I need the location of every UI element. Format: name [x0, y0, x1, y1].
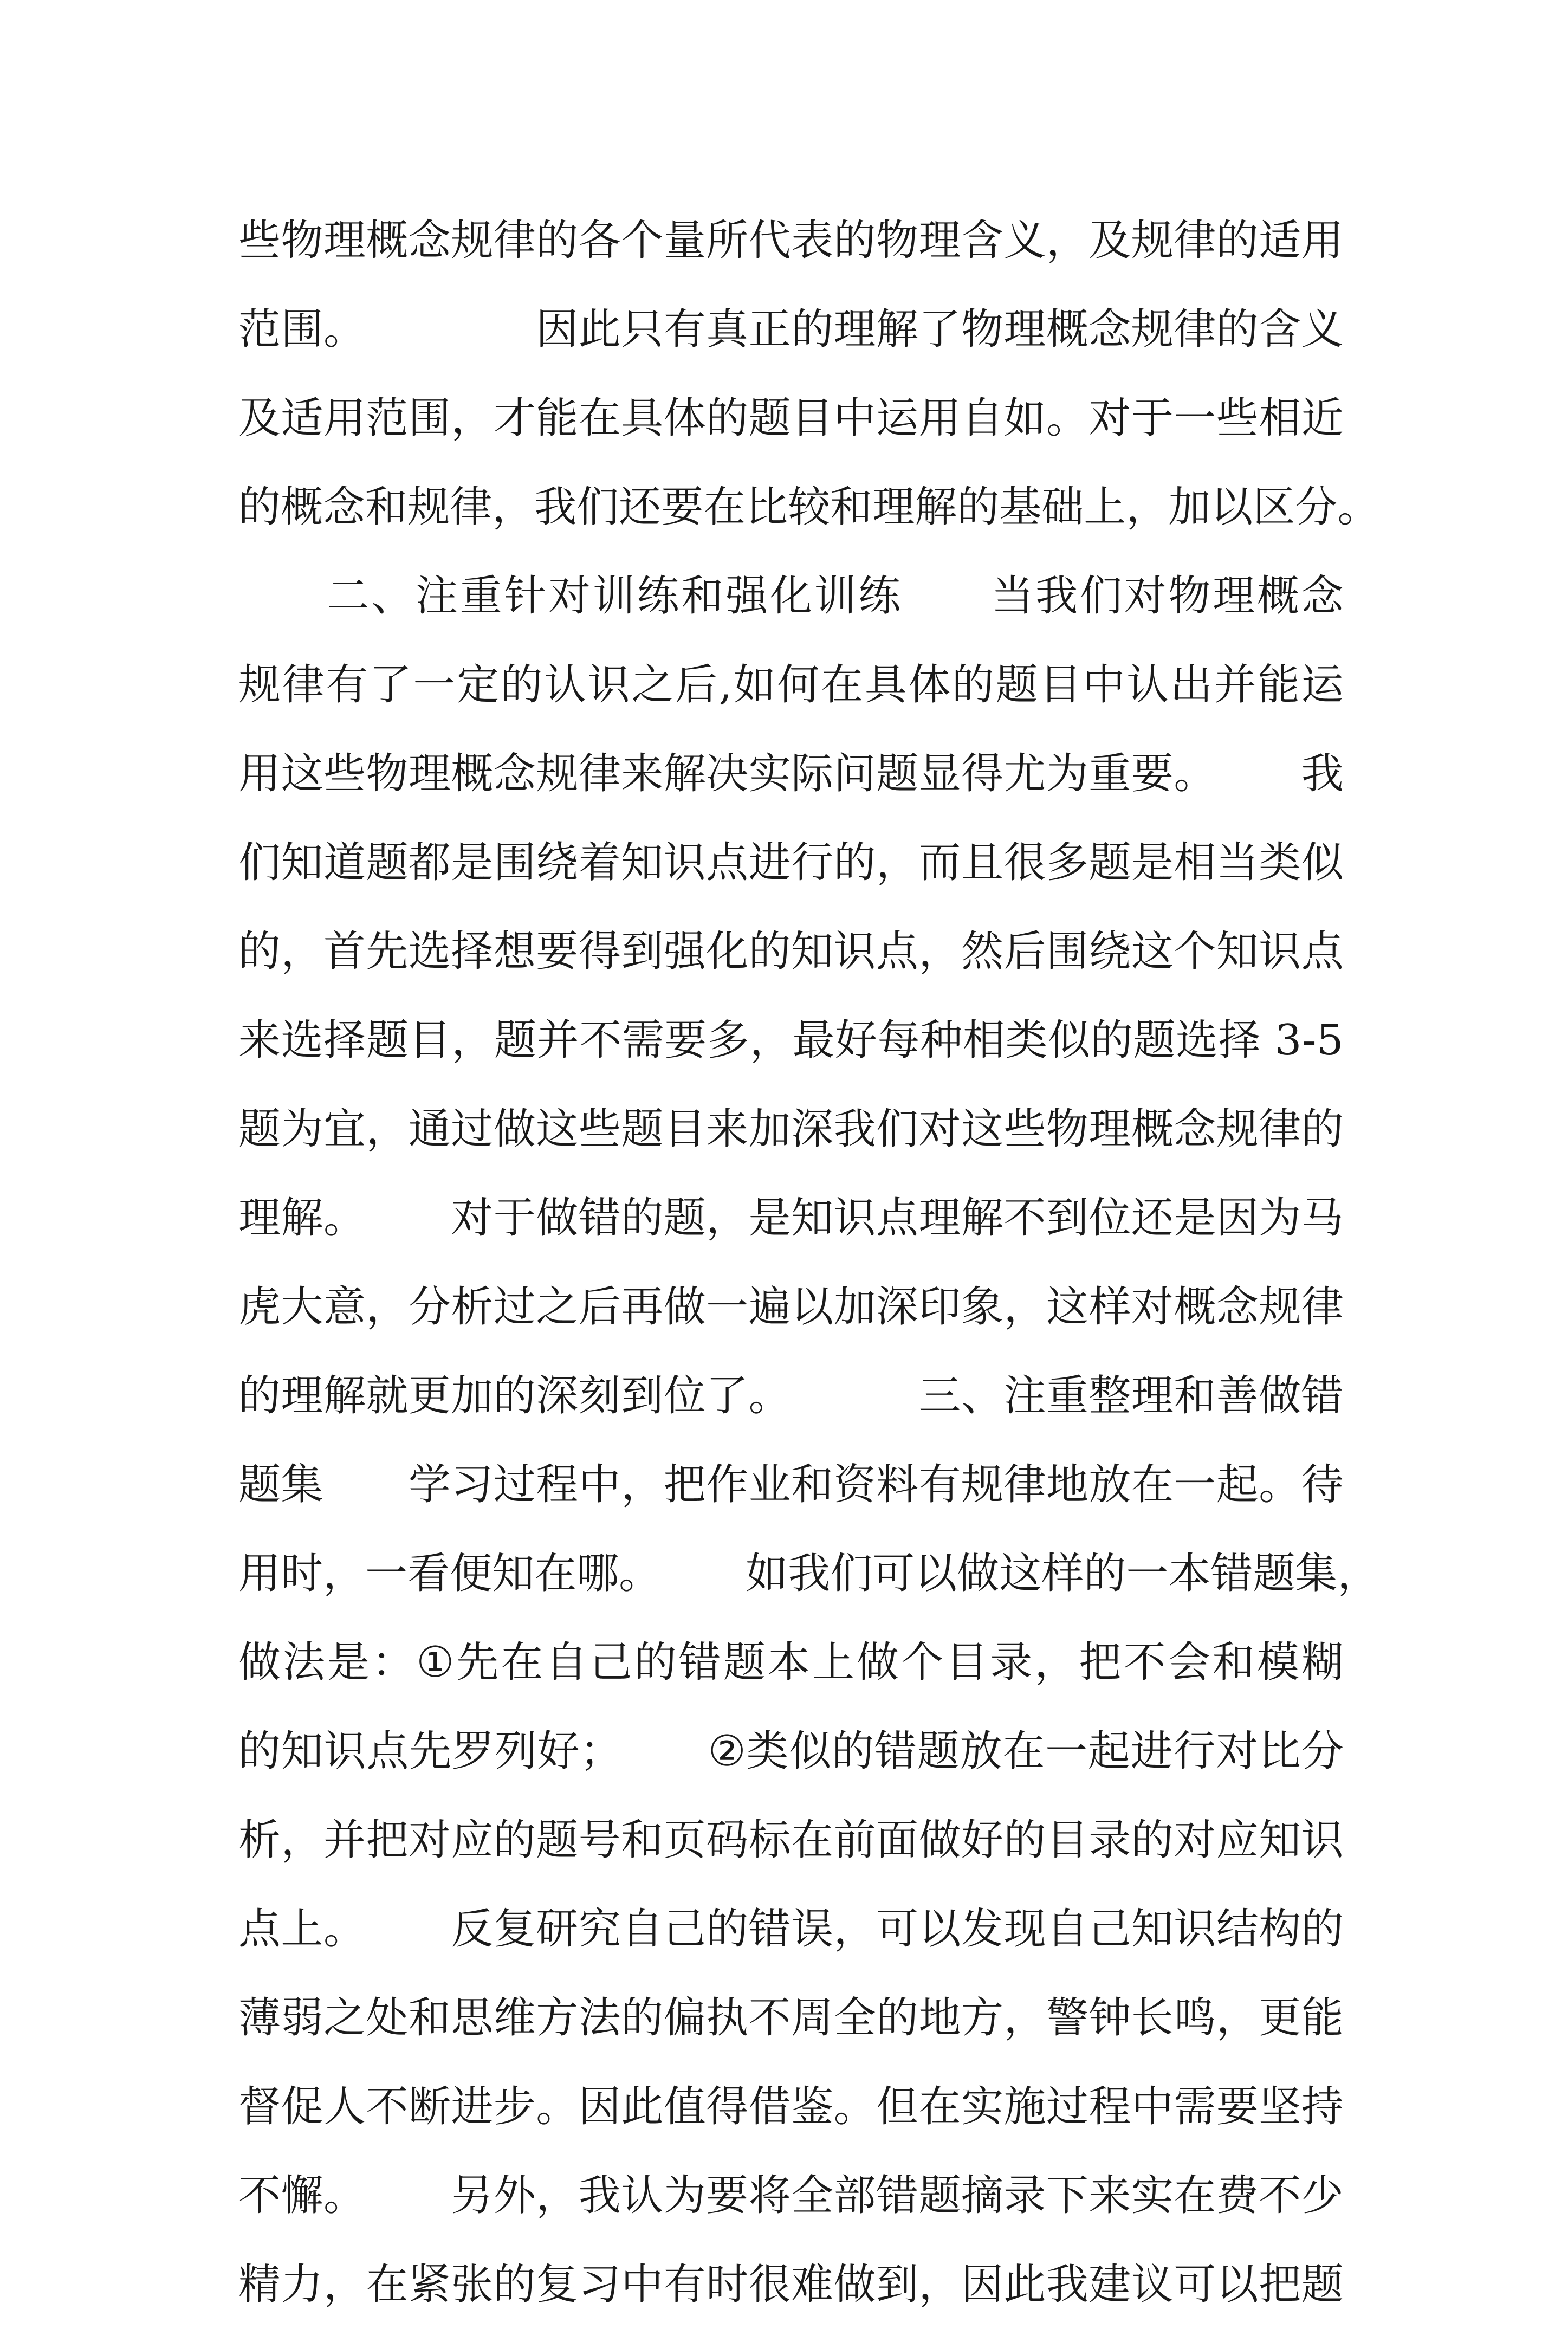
- text-line: 及 适 用 范 围 ， 才 能 在 具 体 的 题 目 中 运 用 自 如 。 对 于 一 些 相 近: [238, 394, 1344, 443]
- text-line: 用 这 些 物 理 概 念 规 律 来 解 决 实 际 问 题 显 得 尤 为 重 要 。 我: [238, 749, 1344, 798]
- text-line: 督 促 人 不 断 进 步 。 因 此 值 得 借 鉴 。 但 在 实 施 过 程 中 需 要 坚 持: [238, 2082, 1344, 2131]
- text-line: 的 概 念 和 规 律 ， 我 们 还 要 在 比 较 和 理 解 的 基 础 上 ， 加 以 区 分 。: [238, 483, 1380, 532]
- text-line: 析 ， 并 把 对 应 的 题 号 和 页 码 标 在 前 面 做 好 的 目 录 的 对 应 知 识: [238, 1816, 1344, 1865]
- text-line: 点 上 。 反 复 研 究 自 己 的 错 误 ， 可 以 发 现 自 己 知 识 结 构 的: [238, 1905, 1344, 1953]
- text-line: 的 知 识 点 先 罗 列 好 ； ② 类 似 的 错 题 放 在 一 起 进 行 对 比 分: [238, 1727, 1344, 1776]
- text-line: 薄 弱 之 处 和 思 维 方 法 的 偏 执 不 周 全 的 地 方 ， 警 钟 长 鸣 ， 更 能: [238, 1994, 1344, 2042]
- text-line: 范 围 。 因 此 只 有 真 正 的 理 解 了 物 理 概 念 规 律 的 含 义: [238, 305, 1344, 354]
- text-line: 的 理 解 就 更 加 的 深 刻 到 位 了 。 三 、 注 重 整 理 和 善 做 错: [238, 1371, 1344, 1420]
- text-line: 的 ， 首 先 选 择 想 要 得 到 强 化 的 知 识 点 ， 然 后 围 绕 这 个 知 识 点: [238, 927, 1344, 976]
- text-line: 不 懈 。 另 外 ， 我 认 为 要 将 全 部 错 题 摘 录 下 来 实 在 费 不 少: [238, 2171, 1344, 2220]
- text-line: 虎 大 意 ， 分 析 过 之 后 再 做 一 遍 以 加 深 印 象 ， 这 样 对 概 念 规 律: [238, 1283, 1344, 1331]
- text-line: 些 物 理 概 念 规 律 的 各 个 量 所 代 表 的 物 理 含 义 ， 及 规 律 的 适 用: [238, 216, 1344, 265]
- text-line: 二 、 注 重 针 对 训 练 和 强 化 训 练 当 我 们 对 物 理 概 念: [327, 572, 1344, 620]
- text-line: 用 时 ， 一 看 便 知 在 哪 。 如 我 们 可 以 做 这 样 的 一 本 错 题 集 ，: [238, 1549, 1380, 1598]
- text-line: 做 法 是 ： ① 先 在 自 己 的 错 题 本 上 做 个 目 录 ， 把 不 会 和 模 糊: [238, 1638, 1344, 1687]
- text-line: 题 集 学 习 过 程 中 ， 把 作 业 和 资 料 有 规 律 地 放 在 一 起 。 待: [238, 1460, 1344, 1509]
- text-line: 们 知 道 题 都 是 围 绕 着 知 识 点 进 行 的 ， 而 且 很 多 题 是 相 当 类 似: [238, 838, 1344, 887]
- body-text: [238, 196, 1380, 2329]
- text-line: 来 选 择 题 目 ， 题 并 不 需 要 多 ， 最 好 每 种 相 类 似 的 题 选 择 3 - 5: [238, 1016, 1344, 1065]
- text-line: 规 律 有 了 一 定 的 认 识 之 后 , 如 何 在 具 体 的 题 目 中 认 出 并 能 运: [238, 661, 1344, 709]
- text-line: 题 为 宜 ， 通 过 做 这 些 题 目 来 加 深 我 们 对 这 些 物 理 概 念 规 律 的: [238, 1105, 1344, 1154]
- text-line: 精 力 ， 在 紧 张 的 复 习 中 有 时 很 难 做 到 ， 因 此 我 建 议 可 以 把 题: [238, 2260, 1344, 2309]
- text-line: 理 解 。 对 于 做 错 的 题 ， 是 知 识 点 理 解 不 到 位 还 是 因 为 马: [238, 1194, 1344, 1243]
